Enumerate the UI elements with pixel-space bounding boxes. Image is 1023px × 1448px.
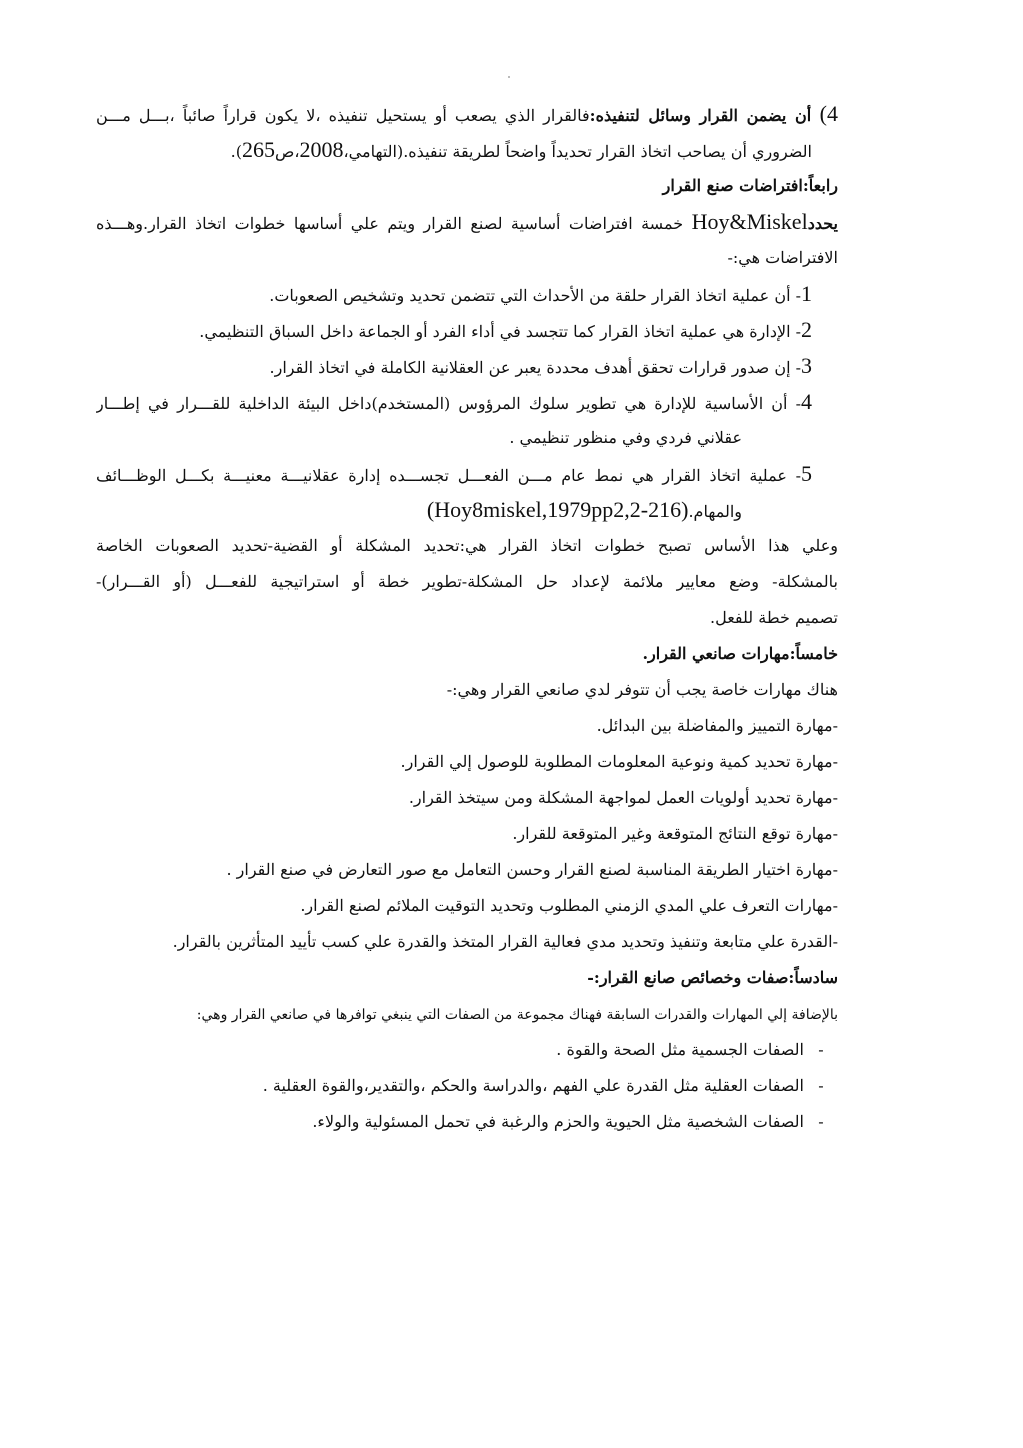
text-run: -مهارة تحديد أولويات العمل لمواجهة المشكلة ومن سيتخذ القرار. xyxy=(408,788,838,807)
text-run: - أن عملية اتخاذ القرار حلقة من الأحداث التي تتضمن تحديد وتشخيص الصعوبات. xyxy=(269,286,801,305)
text-line xyxy=(96,420,838,456)
text-line xyxy=(96,744,838,780)
text-line xyxy=(96,888,838,924)
text-line xyxy=(96,852,838,888)
dash-bullet: - xyxy=(818,1040,824,1059)
text-line xyxy=(96,636,838,672)
heading-text: رابعاً:افتراضات صنع القرار xyxy=(662,176,838,195)
text-line xyxy=(96,708,838,744)
text-line xyxy=(96,96,838,132)
text-line xyxy=(96,564,838,600)
text-line xyxy=(96,996,838,1032)
text-run: - إن صدور قرارات تحقق أهدف محددة يعبر عن العقلانية الكاملة في اتخاذ القرار. xyxy=(269,358,801,377)
text-run: خمسة افتراضات أساسية لصنع القرار ويتم علي أساسها خطوات اتخاذ القرار.وهـــذه xyxy=(96,214,692,233)
text-run: 3 xyxy=(801,353,812,378)
text-run: وعلي هذا الأساس تصبح خطوات اتخاذ القرار هي:تحديد المشكلة أو القضية-تحديد الصعوبات الخاصة xyxy=(96,536,838,555)
dash-bullet: - xyxy=(818,1112,824,1131)
document-page xyxy=(96,96,838,1140)
text-run: -مهارة تحديد كمية ونوعية المعلومات المطلوبة للوصول إلي القرار. xyxy=(400,752,838,771)
text-line xyxy=(96,384,838,420)
text-run: -مهارة توقع النتائج المتوقعة وغير المتوقعة للقرار. xyxy=(512,824,838,843)
text-run: ). xyxy=(230,142,242,161)
heading-text: سادساً:صفات وخصائص صانع القرار:- xyxy=(587,968,838,987)
text-run: -مهارة التمييز والمفاضلة بين البدائل. xyxy=(596,716,838,735)
text-run: بالمشكلة- وضع معايير ملائمة لإعداد حل المشكلة-تطوير خطة أو استراتيجية للفعـــل (أو القـــرار)- xyxy=(96,572,838,591)
text-run: Hoy&Miskel xyxy=(691,209,808,234)
text-line xyxy=(96,816,838,852)
text-line xyxy=(96,960,838,996)
text-run: 2008 xyxy=(299,137,344,162)
heading-text: يحدد xyxy=(807,214,838,233)
list-item-text: الصفات الجسمية مثل الصحة والقوة . xyxy=(556,1040,804,1059)
text-run: ،ص xyxy=(274,142,300,161)
scan-speck xyxy=(508,76,510,78)
text-line xyxy=(96,924,838,960)
list-item-text: الصفات الشخصية مثل الحيوية والحزم والرغبة في تحمل المسئولية والولاء. xyxy=(312,1112,804,1131)
text-run: - الإدارة هي عملية اتخاذ القرار كما تتجسد في أداء الفرد أو الجماعة داخل السباق التنظيمي. xyxy=(199,322,801,341)
text-line xyxy=(96,132,838,168)
text-line xyxy=(96,600,838,636)
text-run: -مهارة اختيار الطريقة المناسبة لصنع القرار وحسن التعامل مع صور التعارض في صنع القرار . xyxy=(226,860,838,879)
text-line xyxy=(96,456,838,492)
text-run: والمهام. xyxy=(688,502,742,521)
text-run: - أن الأساسية للإدارة هي تطوير سلوك المرؤوس (المستخدم)داخل البيئة الداخلية للقـــرار في إطـــار xyxy=(96,394,801,413)
text-run: 4 xyxy=(801,389,812,414)
body-text xyxy=(96,96,838,1032)
text-line xyxy=(96,348,838,384)
traits-list xyxy=(96,1032,838,1140)
text-line xyxy=(96,528,838,564)
list-item-text: الصفات العقلية مثل القدرة علي الفهم ،والدراسة والحكم ،والتقدير،والقوة العقلية . xyxy=(262,1076,804,1095)
heading-text: أن يضمن القرار وسائل لتنفيذه: xyxy=(589,106,812,125)
list-item xyxy=(96,1068,838,1104)
text-line xyxy=(96,312,838,348)
text-line xyxy=(96,780,838,816)
text-run: بالإضافة إلي المهارات والقدرات السابقة فهناك مجموعة من الصفات التي ينبغي توافرها في صانعي القرار وهي: xyxy=(196,1007,838,1023)
text-run: 265 xyxy=(241,137,275,162)
text-line xyxy=(96,276,838,312)
list-item xyxy=(96,1104,838,1140)
text-run: تصميم خطة للفعل. xyxy=(709,608,838,627)
heading-text: خامساً:مهارات صانعي القرار. xyxy=(642,644,838,663)
text-run: -القدرة علي متابعة وتنفيذ وتحديد مدي فعالية القرار المتخذ والقدرة علي كسب تأييد المتأثرين بالقرار. xyxy=(172,932,838,951)
text-run: الافتراضات هي:- xyxy=(727,248,838,267)
text-line xyxy=(96,168,838,204)
text-run: 1 xyxy=(801,281,812,306)
text-line xyxy=(96,204,838,240)
dash-bullet: - xyxy=(818,1076,824,1095)
text-run: عقلاني فردي وفي منظور تنظيمي . xyxy=(509,428,742,447)
text-run: (Hoy8miskel,1979pp2,2-216) xyxy=(426,497,689,522)
text-run: 4) xyxy=(811,101,838,126)
text-run: هناك مهارات خاصة يجب أن تتوفر لدي صانعي القرار وهي:- xyxy=(446,680,838,699)
text-run: 5 xyxy=(801,461,812,486)
text-line xyxy=(96,492,838,528)
list-item xyxy=(96,1032,838,1068)
text-run: 2 xyxy=(801,317,812,342)
text-line xyxy=(96,240,838,276)
text-run: - عملية اتخاذ القرار هي نمط عام مـــن الفعـــل تجســـده إدارة عقلانيـــة معنيـــة بكـــل الوظـــائف xyxy=(96,466,801,485)
text-run: الضروري أن يصاحب اتخاذ القرار تحديداً واضحاً لطريقة تنفيذه.(التهامي، xyxy=(343,142,812,161)
text-run: -مهارات التعرف علي المدي الزمني المطلوب وتحديد التوقيت الملائم لصنع القرار. xyxy=(300,896,838,915)
text-run: فالقرار الذي يصعب أو يستحيل تنفيذه ،لا يكون قراراً صائباً ،بـــل مـــن xyxy=(96,106,590,125)
text-line xyxy=(96,672,838,708)
